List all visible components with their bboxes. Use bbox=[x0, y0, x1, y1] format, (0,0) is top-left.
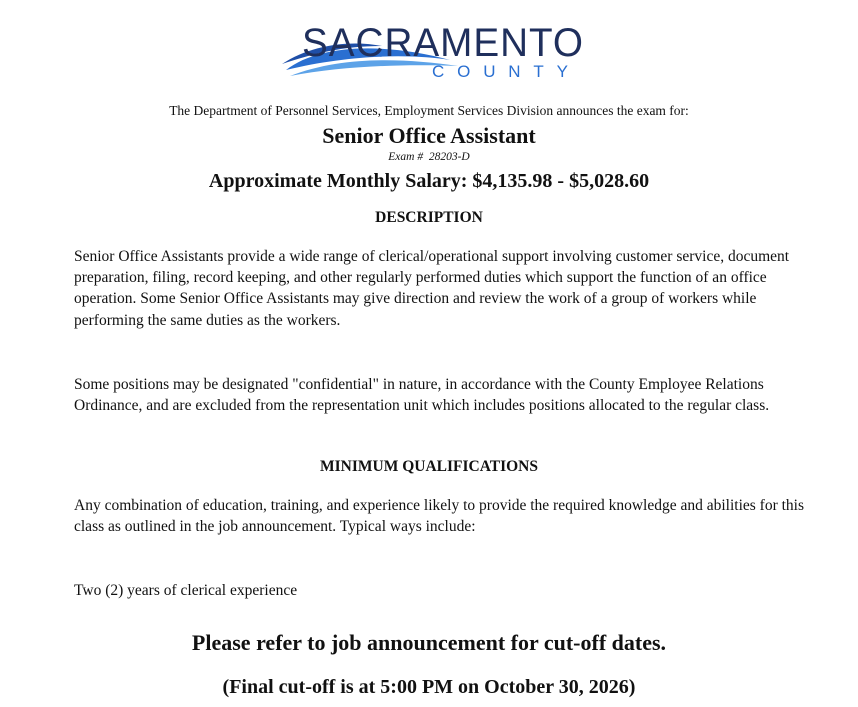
final-cutoff-note: (Final cut-off is at 5:00 PM on October 30, 2026) bbox=[222, 676, 636, 698]
minimum-qualifications-heading: MINIMUM QUALIFICATIONS bbox=[319, 458, 538, 475]
minimum-qualifications-paragraph-1: Any combination of education, training, and experience likely to provide the required knowledge and abilities for this class as outlined in the job announcement. Typical ways include: bbox=[74, 497, 805, 536]
minimum-qualifications-paragraph-2: Two (2) years of clerical experience bbox=[74, 582, 298, 599]
exam-number: Exam # 28203-D bbox=[388, 151, 470, 163]
cutoff-dates-note: Please refer to job announcement for cut-off dates. bbox=[191, 630, 667, 655]
water-swoosh-icon bbox=[282, 14, 592, 86]
description-paragraph-2: Some positions may be designated "confidential" in nature, in accordance with the County Employee Relations Ordinance, and are excluded from the representation unit which includes positions allocated to the regular class. bbox=[74, 376, 770, 415]
job-title: Senior Office Assistant bbox=[322, 123, 536, 148]
description-paragraph-1: Senior Office Assistants provide a wide range of clerical/operational support involving customer service, document preparation, filing, record keeping, and other regularly performed duties which support the function of an office operation. Some Senior Office Assistants may give direction and review the work of a group of workers while performing the same duties as the workers. bbox=[74, 248, 790, 329]
salary-range: Approximate Monthly Salary: $4,135.98 - $5,028.60 bbox=[208, 170, 650, 192]
sacramento-county-logo bbox=[282, 14, 592, 86]
description-heading: DESCRIPTION bbox=[375, 209, 483, 226]
logo-name-line2: COUNTY bbox=[432, 62, 577, 81]
logo-name-line1: SACRAMENTO bbox=[302, 21, 584, 65]
announcement-text: The Department of Personnel Services, Employment Services Division announces the exam for: bbox=[169, 103, 689, 118]
